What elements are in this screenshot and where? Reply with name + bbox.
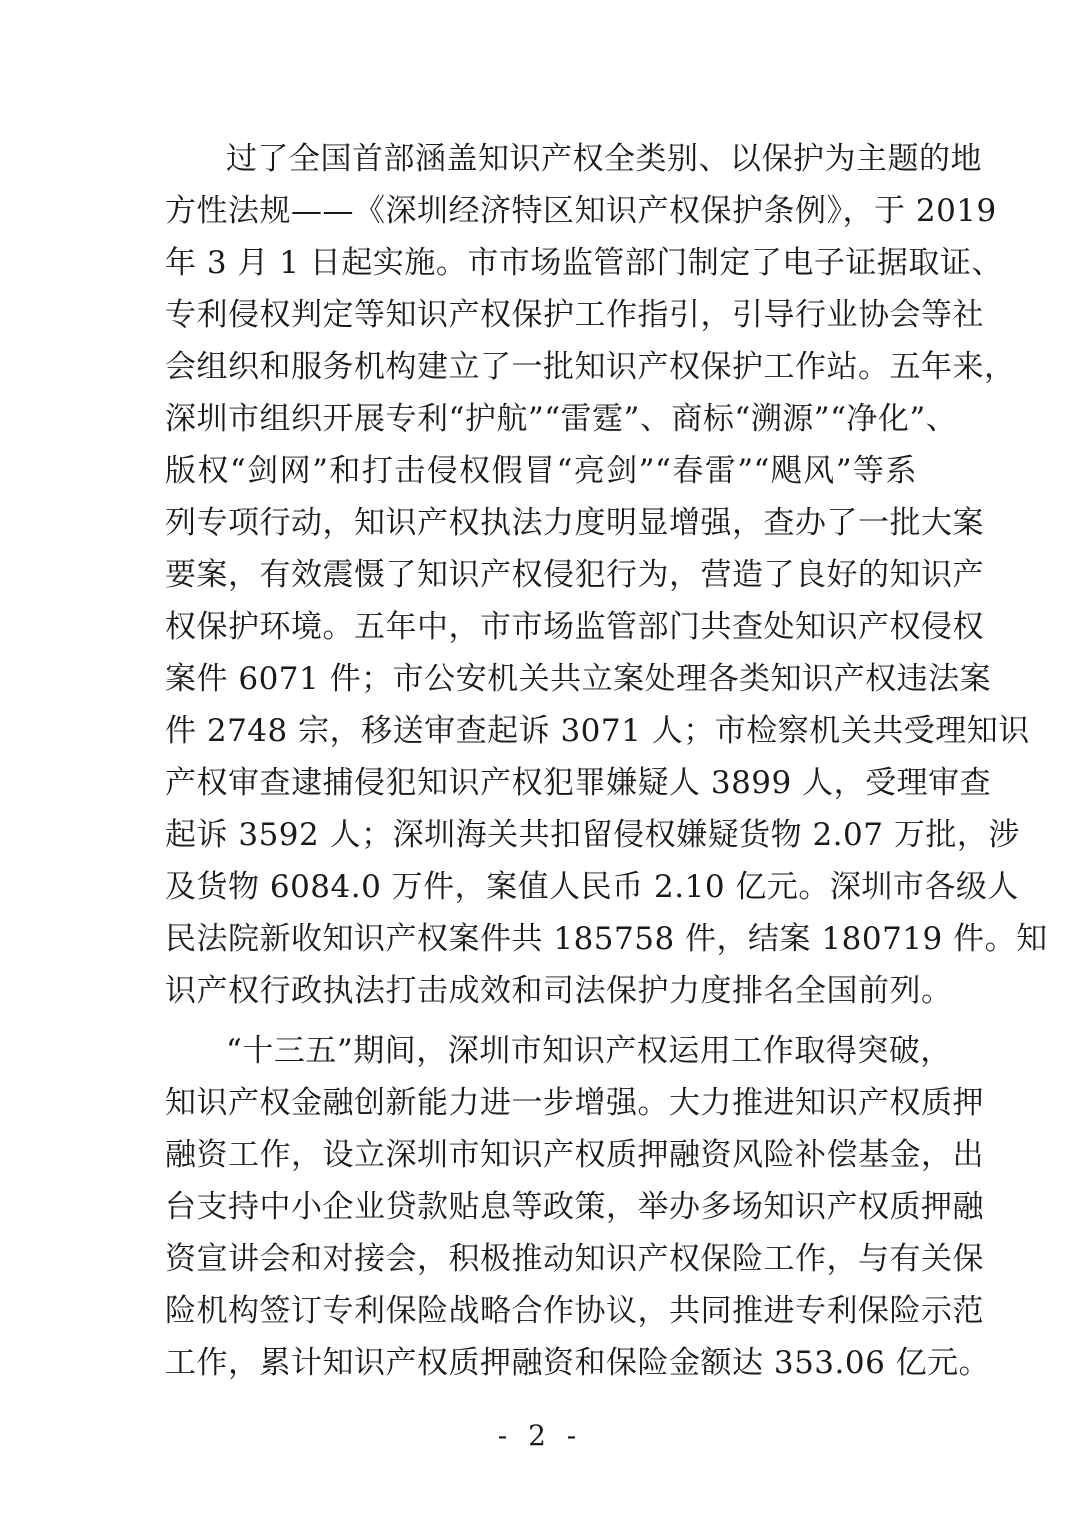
text-line: “十三五”期间，深圳市知识产权运用工作取得突破，	[226, 1033, 952, 1069]
text-line: 件 2748 宗，移送审查起诉 3071 人；市检察机关共受理知识	[165, 713, 1030, 749]
page-number: - 2 -	[497, 1419, 583, 1452]
text-line: 产权审查逮捕侵犯知识产权犯罪嫌疑人 3899 人，受理审查	[165, 765, 992, 801]
text-line: 民法院新收知识产权案件共 185758 件，结案 180719 件。知	[165, 921, 1048, 957]
text-line: 案件 6071 件；市公安机关共立案处理各类知识产权违法案	[165, 661, 992, 697]
text-line: 版权“剑网”和打击侵权假冒“亮剑”“春雷”“飓风”等系	[165, 453, 917, 489]
text-line: 及货物 6084.0 万件，案值人民币 2.10 亿元。深圳市各级人	[165, 869, 1019, 905]
text-line: 险机构签订专利保险战略合作协议，共同推进专利保险示范	[165, 1293, 984, 1329]
text-line: 融资工作，设立深圳市知识产权质押融资风险补偿基金，出	[165, 1137, 984, 1173]
text-line: 识产权行政执法打击成效和司法保护力度排名全国前列。	[165, 973, 953, 1009]
text-line: 工作，累计知识产权质押融资和保险金额达 353.06 亿元。	[165, 1345, 991, 1381]
text-line: 知识产权金融创新能力进一步增强。大力推进知识产权质押	[165, 1085, 984, 1121]
text-line: 深圳市组织开展专利“护航”“雷霆”、商标“溯源”“净化”、	[165, 401, 958, 437]
text-line: 台支持中小企业贷款贴息等政策，举办多场知识产权质押融	[165, 1189, 984, 1225]
text-line: 列专项行动，知识产权执法力度明显增强，查办了一批大案	[165, 505, 984, 541]
text-line: 年 3 月 1 日起实施。市市场监管部门制定了电子证据取证、	[165, 245, 1003, 281]
text-line: 要案，有效震慑了知识产权侵犯行为，营造了良好的知识产	[165, 557, 984, 593]
text-line: 专利侵权判定等知识产权保护工作指引，引导行业协会等社	[165, 297, 984, 333]
text-line: 方性法规——《深圳经济特区知识产权保护条例》，于 2019	[165, 193, 997, 229]
text-line: 起诉 3592 人；深圳海关共扣留侵权嫌疑货物 2.07 万批，涉	[165, 817, 1020, 853]
text-line: 过了全国首部涵盖知识产权全类别、以保护为主题的地	[226, 141, 982, 177]
text-line: 资宣讲会和对接会，积极推动知识产权保险工作，与有关保	[165, 1241, 984, 1277]
text-line: 会组织和服务机构建立了一批知识产权保护工作站。五年来，	[165, 349, 1016, 385]
text-line: 权保护环境。五年中，市市场监管部门共查处知识产权侵权	[165, 609, 984, 645]
